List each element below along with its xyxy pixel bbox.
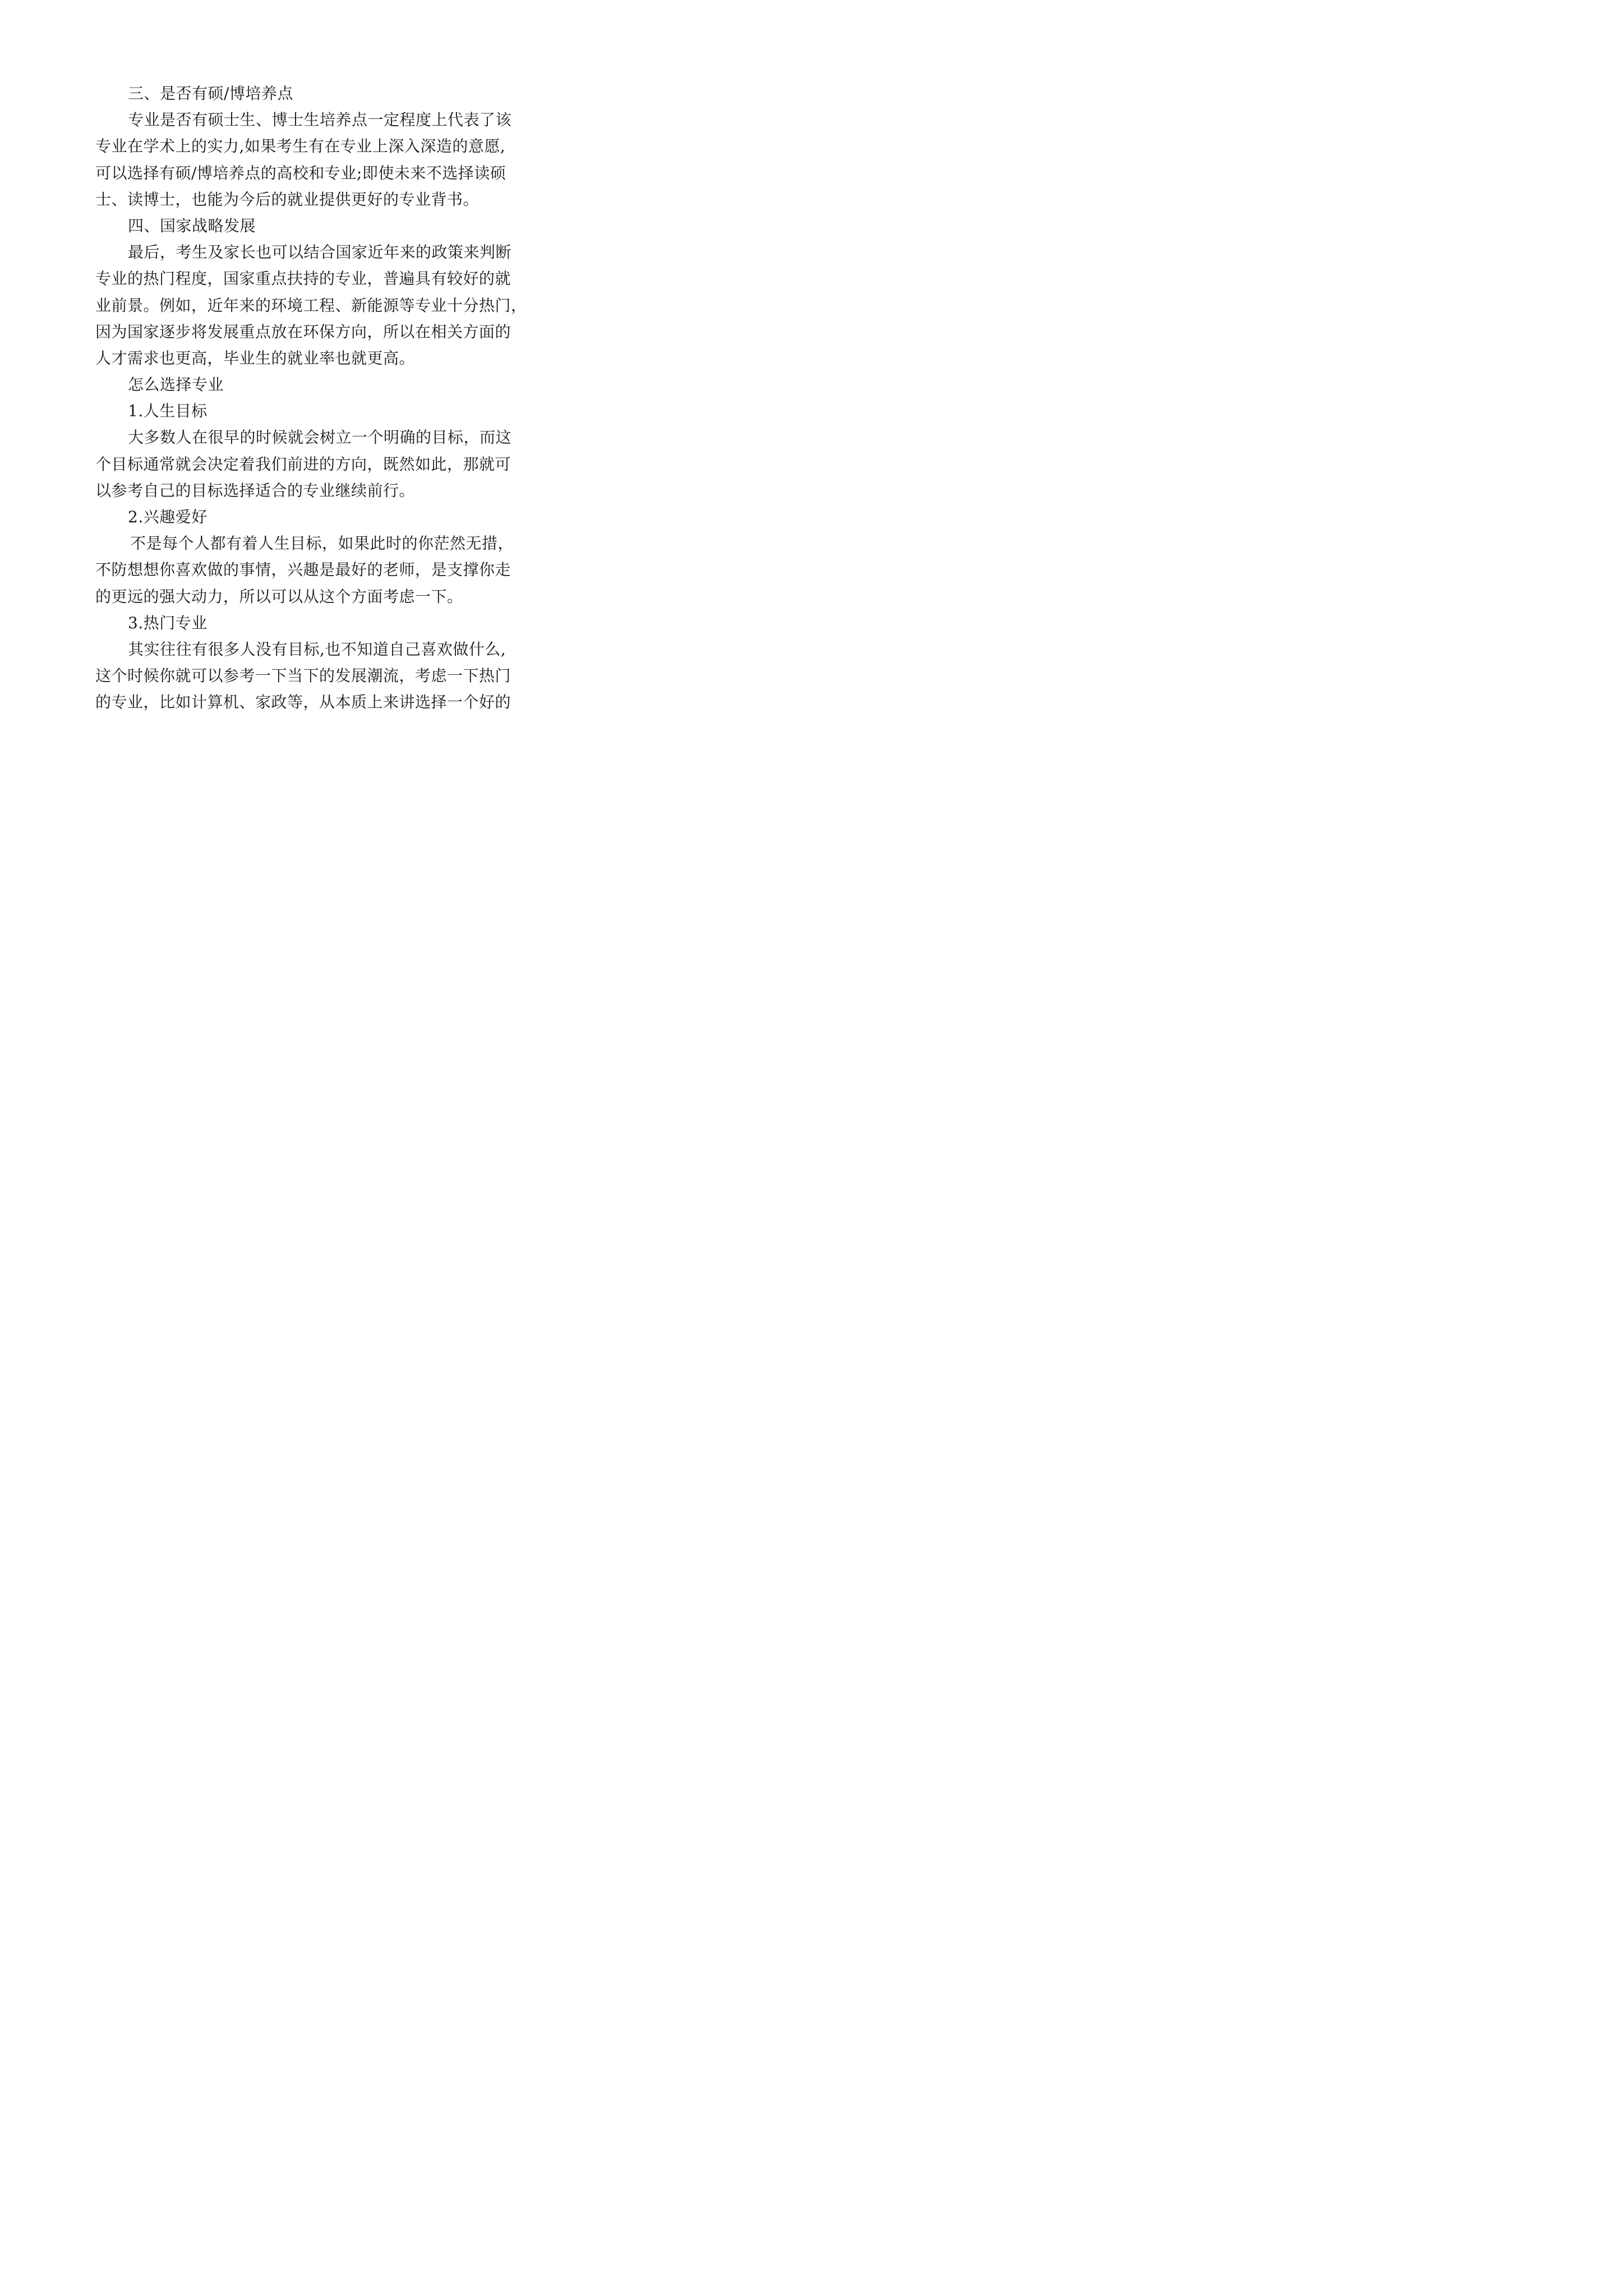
section-heading: 怎么选择专业 xyxy=(128,375,224,394)
paragraph-line: 最后，考生及家长也可以结合国家近年来的政策来判断 xyxy=(128,243,512,262)
subheading-2: 2.兴趣爱好 xyxy=(128,508,208,526)
paragraph-line: 不防想想你喜欢做的事情，兴趣是最好的老师，是支撑你走 xyxy=(95,560,511,579)
paragraph-line: 人才需求也更高，毕业生的就业率也就更高。 xyxy=(95,348,416,367)
paragraph-line: 专业是否有硕士生、博士生培养点一定程度上代表了该 xyxy=(128,111,512,130)
paragraph-line: 的专业，比如计算机、家政等，从本质上来讲选择一个好的 xyxy=(95,693,511,712)
subheading-3: 3.热门专业 xyxy=(128,613,208,632)
paragraph-line: 大多数人在很早的时候就会树立一个明确的目标，而这 xyxy=(128,428,512,447)
paragraph-line: 其实往往有很多人没有目标,也不知道自己喜欢做什么, xyxy=(128,639,506,659)
section-heading-4: 四、国家战略发展 xyxy=(128,216,256,235)
section-heading-3: 三、是否有硕/博培养点 xyxy=(128,84,293,103)
paragraph-line: 士、读博士，也能为今后的就业提供更好的专业背书。 xyxy=(95,190,479,209)
paragraph-line: 的更远的强大动力，所以可以从这个方面考虑一下。 xyxy=(95,587,463,606)
document-body xyxy=(95,80,538,716)
paragraph-line: 这个时候你就可以参考一下当下的发展潮流，考虑一下热门 xyxy=(95,666,511,685)
paragraph-line: 专业在学术上的实力,如果考生有在专业上深入深造的意愿, xyxy=(95,137,506,156)
paragraph-line: 因为国家逐步将发展重点放在环保方向，所以在相关方面的 xyxy=(95,322,511,341)
paragraph-line: 可以选择有硕/博培养点的高校和专业;即使未来不选择读硕 xyxy=(95,163,506,182)
document-page xyxy=(0,0,628,889)
paragraph-line: 不是每个人都有着人生目标，如果此时的你茫然无措， xyxy=(130,534,514,553)
paragraph-line: 个目标通常就会决定着我们前进的方向，既然如此，那就可 xyxy=(95,454,511,473)
paragraph-line: 业前景。例如，近年来的环境工程、新能源等专业十分热门， xyxy=(95,296,527,315)
paragraph-line: 专业的热门程度，国家重点扶持的专业，普遍具有较好的就 xyxy=(95,269,511,288)
paragraph-line: 以参考自己的目标选择适合的专业继续前行。 xyxy=(95,481,416,500)
subheading-1: 1.人生目标 xyxy=(128,402,208,421)
